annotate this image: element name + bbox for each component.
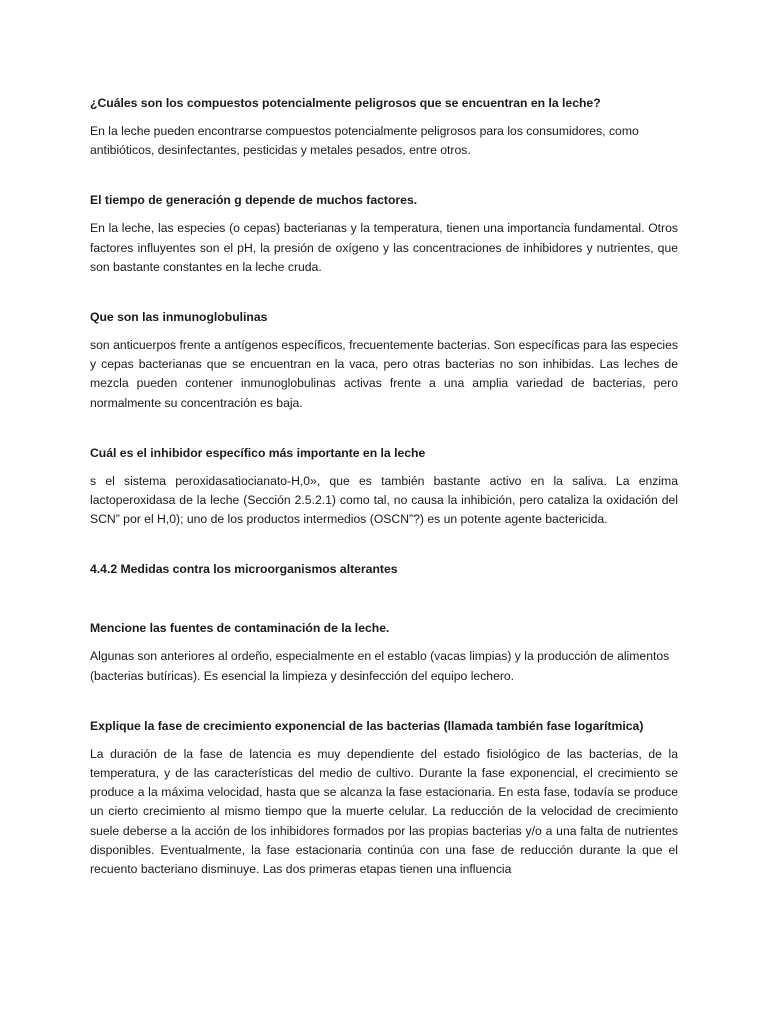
section-measures-title	[90, 560, 678, 579]
section-immunoglobulins	[90, 308, 678, 413]
section-body: La duración de la fase de latencia es muy dependiente del estado fisiológico de las bacterias, de la temperatura, y de las características del medio de cultivo. Durante la fase exponencial, el crecimiento se produce a la máxima velocidad, hasta que se alcanza la fase estacionaria. En esta fase, todavía se produce un cierto crecimiento al mismo tiempo que la muerte celular. La reducción de la velocidad de crecimiento suele deberse a la acción de los inhibidores formados por las propias bacterias y/o a una falta de nutrientes disponibles. Eventualmente, la fase estacionaria continúa con una fase de reducción durante la que el recuento bacteriano disminuye. Las dos primeras etapas tienen una influencia	[90, 746, 678, 877]
section-heading: El tiempo de generación g depende de muchos factores.	[90, 193, 418, 208]
section-body: son anticuerpos frente a antígenos específicos, frecuentemente bacterias. Son específicas para las especies y cepas bacterianas que se encuentran en la vaca, pero otras bacterias no son inhibidas. Las leches de mezcla pueden contener inmunoglobulinas activas frente a una amplia variedad de bacterias, pero normalmente su concentración es baja.	[90, 338, 678, 410]
document-page	[90, 94, 678, 879]
section-heading: Cuál es el inhibidor específico más importante en la leche	[90, 445, 426, 460]
section-contamination-sources	[90, 619, 678, 685]
section-heading: Explique la fase de crecimiento exponencial de las bacterias (llamada también fase logarítmica)	[90, 718, 644, 733]
section-generation-time	[90, 191, 678, 277]
section-heading: Mencione las fuentes de contaminación de la leche.	[90, 621, 390, 636]
section-exponential-phase	[90, 717, 678, 879]
section-body: Algunas son anteriores al ordeño, especialmente en el establo (vacas limpias) y la producción de alimentos (bacterias butíricas). Es esencial la limpieza y desinfección del equipo lechero.	[90, 649, 670, 683]
section-body: s el sistema peroxidasatiocianato-H,0», que es también bastante activo en la saliva. La enzima lactoperoxidasa de la leche (Sección 2.5.2.1) como tal, no causa la inhibición, pero cataliza la oxidación del SCN” por el H,0); uno de los productos intermedios (OSCN”?) es un potente agente bactericida.	[90, 473, 678, 527]
section-body: En la leche pueden encontrarse compuestos potencialmente peligrosos para los consumidores, como antibióticos, desinfectantes, pesticidas y metales pesados, entre otros.	[90, 124, 639, 158]
section-body: En la leche, las especies (o cepas) bacterianas y la temperatura, tienen una importancia fundamental. Otros factores influyentes son el pH, la presión de oxígeno y las concentraciones de inhibidores y nutrientes, que son bastante constantes en la leche cruda.	[90, 221, 678, 274]
subsection-title: 4.4.2 Medidas contra los microorganismos alterantes	[90, 562, 398, 577]
section-heading: Que son las inmunoglobulinas	[90, 310, 268, 325]
section-heading: ¿Cuáles son los compuestos potencialmente peligrosos que se encuentran en la leche?	[90, 96, 601, 110]
section-specific-inhibitor	[90, 444, 678, 530]
section-dangerous-compounds	[90, 94, 678, 160]
